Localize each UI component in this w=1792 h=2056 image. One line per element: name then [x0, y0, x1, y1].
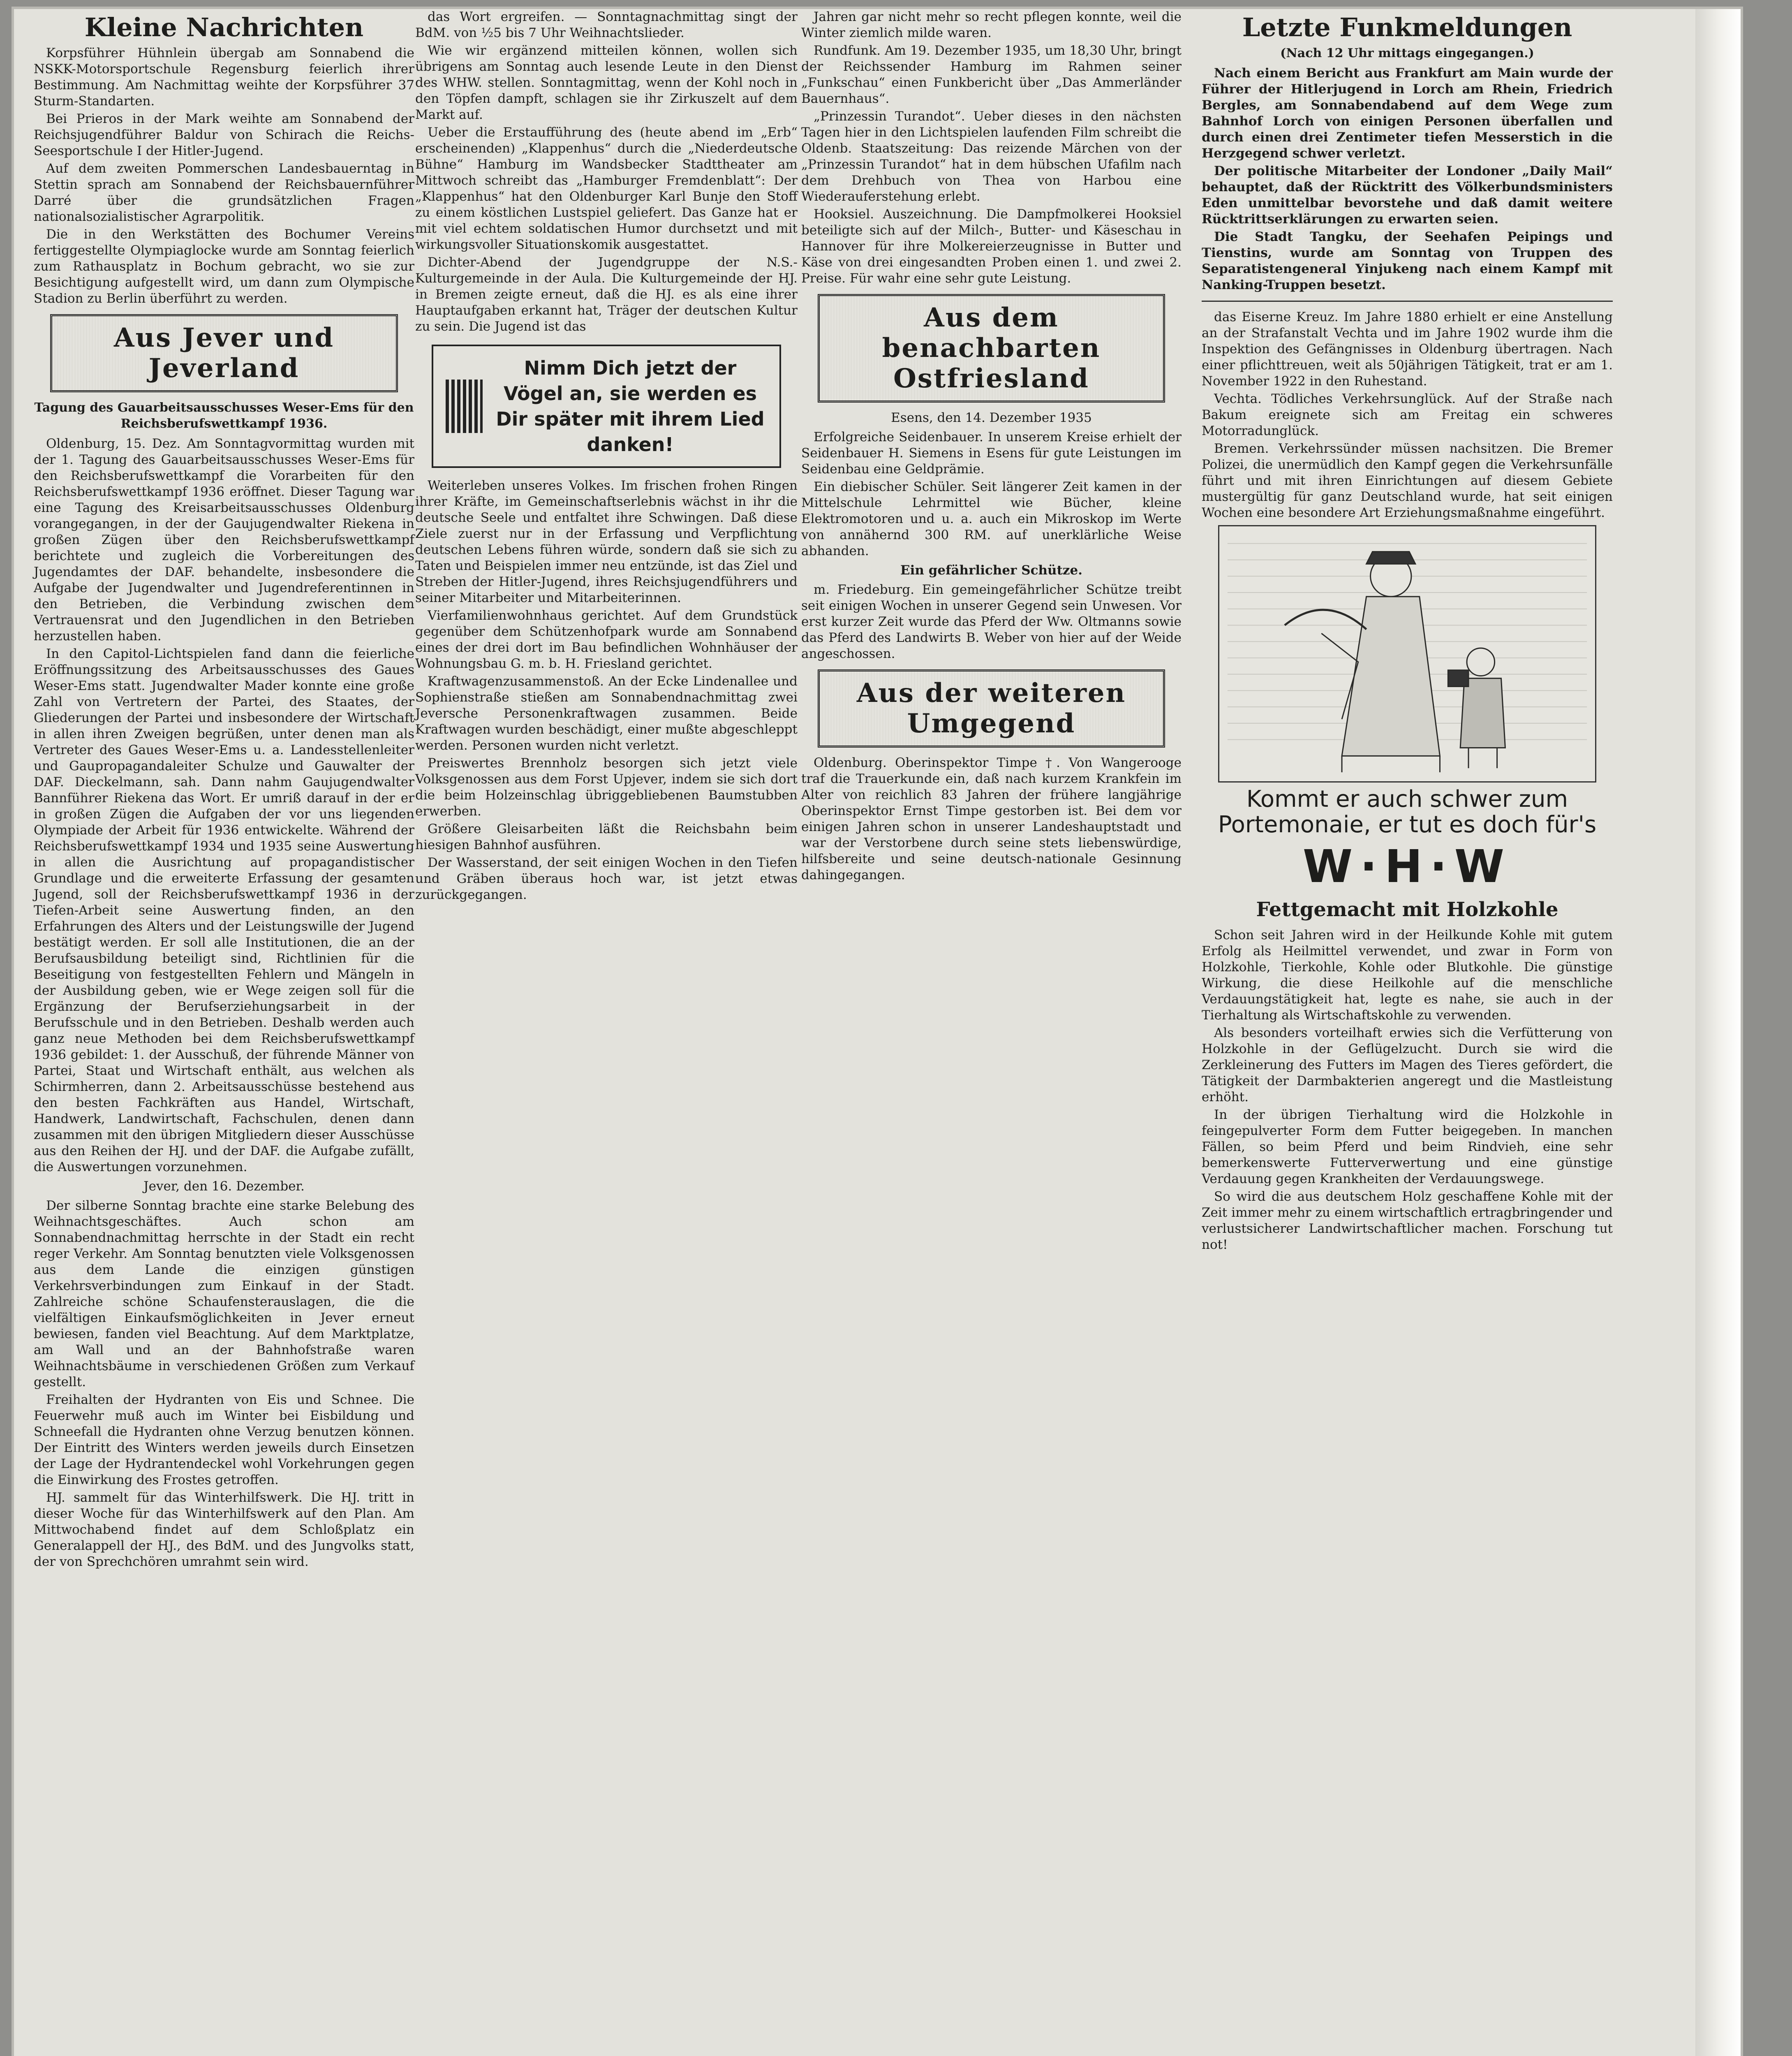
whw-illustration — [1218, 525, 1596, 783]
heading-note: (Nach 12 Uhr mittags eingegangen.) — [1280, 46, 1534, 60]
article-paragraph: m. Friedeburg. Ein gemeingefährlicher Schütze treibt seit einigen Wochen in unserer Gegend sein Unwesen. Vor erst kurzer Zeit wurde das Pferd der Ww. Oltmanns sowie das Pferd des Landwirts B. Weber von hier auf der Weide angeschossen. — [801, 582, 1182, 661]
column-2 — [415, 9, 798, 2056]
article-paragraph: Oldenburg, 15. Dez. Am Sonntagvormittag wurden mit der 1. Tagung des Gauarbeitsausschusses Weser-Ems für den Reichsberufswettkampf die Vorarbeiten für den Reichsberufswettkampf 1936 eröffnet. Dieser Tagung war eine Tagung des Kreisarbeitsausschusses Oldenburg vorangegangen, in der der Gaujugendwalter Riekena in großen Zügen über den Reichsberufswettkampf berichtete und zugleich die Vorbereitungen des Jugendamtes der DAF. behandelte, insbesondere die Aufgabe der Jugendwalter und Jugendreferentinnen in den Betrieben, die Verbindung zwischen dem Vertrauensrat und den Jugendlichen in den Betrieben herzustellen haben. — [34, 436, 414, 644]
article-paragraph: HJ. sammelt für das Winterhilfswerk. Die HJ. tritt in dieser Woche für das Winterhilfswerk auf den Plan. Am Mittwochabend findet auf dem Schloßplatz ein Generalappell der HJ., des BdM. und des Jungvolks statt, der von Sprechchören umrahmt sein wird. — [34, 1490, 414, 1569]
article-paragraph: Jahren gar nicht mehr so recht pflegen konnte, weil die Winter ziemlich milde waren. — [801, 9, 1182, 40]
whw-caption: Kommt er auch schwer zum Portemonaie, er tut es doch für's — [1218, 786, 1597, 838]
advertisement-text: Nimm Dich jetzt der Vögel an, sie werden es Dir später mit ihrem Lied danken! — [496, 357, 765, 456]
article-paragraph: Der politische Mitarbeiter der Londoner „Daily Mail“ behauptet, daß der Rücktritt des Völkerbundsministers Eden unmittelbar bevorstehe und daß damit weitere Rücktrittserklärungen zu erwarten seien. — [1202, 164, 1613, 227]
subheading-schuetze: Ein gefährlicher Schütze. — [900, 563, 1083, 578]
article-paragraph: Preiswertes Brennholz besorgen sich jetzt viele Volksgenossen aus dem Forst Upjever, indem sie sich dort die beim Holzeinschlag übriggebliebenen Baumstubben erwerben. — [415, 756, 798, 819]
article-paragraph: Kraftwagenzusammenstoß. An der Ecke Lindenallee und Sophienstraße stießen am Sonnabendnachmittag zwei Jeversche Personenkraftwagen zusammen. Beide Kraftwagen wurden beschädigt, einer mußte abgeschleppt werden. Personen wurden nicht verletzt. — [415, 674, 798, 753]
article-paragraph: Rundfunk. Am 19. Dezember 1935, um 18,30 Uhr, bringt der Reichssender Hamburg im Rahmen seiner „Funkschau“ einen Funkbericht über „Das Ammerländer Bauernhaus“. — [801, 43, 1182, 106]
article-paragraph: In der übrigen Tierhaltung wird die Holzkohle in feingepulverter Form dem Futter beigegeben. In manchen Fällen, so beim Pferd und beim Rindvieh, eine sehr bemerkenswerte Futterverwertung und eine günstige Verdauung gegen Krankheiten der Verdauungswege. — [1202, 1107, 1613, 1186]
article-paragraph: Oldenburg. Oberinspektor Timpe †. Von Wangerooge traf die Trauerkunde ein, daß nach kurzem Krankfein im Alter von reichlich 83 Jahren der frühere langjährige Oberinspektor Ernst Timpe gestorben ist. Bei dem vor einigen Jahren schon in unserer Landeshauptstadt und war der Verstorbene durch seine stets liebenswürdige, hilfsbereite und seine deutsch-nationale Gesinnung dahingegangen. — [801, 755, 1182, 882]
article-paragraph: Ein diebischer Schüler. Seit längerer Zeit kamen in der Mittelschule Lehrmittel wie Bücher, kleine Elektromotoren und u. a. auch ein Mikroskop im Werte von annähernd 300 RM. auf unerklärliche Weise abhanden. — [801, 479, 1182, 558]
article-paragraph: das Wort ergreifen. — Sonntagnachmittag singt der BdM. von ½5 bis 7 Uhr Weihnachtslieder. — [415, 9, 798, 40]
dateline-jever: Jever, den 16. Dezember. — [143, 1179, 305, 1194]
section-box-jever: Aus Jever und Jeverland — [50, 314, 398, 392]
article-paragraph: Ueber die Erstaufführung des (heute abend im „Erb“ erscheinenden) „Klappenhus“ durch die „Niederdeutsche Bühne“ Hamburg im Wandsbecker Stadttheater am Mittwoch schreibt das „Hamburger Fremdenblatt“: Der „Klappenhus“ hat den Oldenburger Karl Bunje den Stoff zu einem köstlichen Lustspiel geliefert. Das Ganze hat er mit viel echtem soldatischen Humor durchsetzt und mit wirkungsvoller Situationskomik ausgestattet. — [415, 125, 798, 252]
article-paragraph: Weiterleben unseres Volkes. Im frischen frohen Ringen ihrer Kräfte, im Gemeinschaftserlebnis wächst in ihr die deutsche Seele und entfaltet ihre Schwingen. Daß diese Ziele zuerst nur in der Erfassung und Verpflichtung deutschen Lebens führen würde, sondern daß sie sich zu Taten und Beispielen immer neu entzünde, ist das Ziel und Streben der Hitler-Jugend, ihres Reichsjugendführers und seiner Mitarbeiter und Mitarbeiterinnen. — [415, 478, 798, 605]
article-paragraph: Auf dem zweiten Pommerschen Landesbauerntag in Stettin sprach am Sonnabend der Reichsbauernführer Darré über die grundsätzlichen Fragen nationalsozialistischer Agrarpolitik. — [34, 161, 414, 224]
article-paragraph: Bei Prieros in der Mark weihte am Sonnabend der Reichsjugendführer Baldur von Schirach die Reichs-Seesportschule I der Hitler-Jugend. — [34, 111, 414, 158]
article-paragraph: Der Wasserstand, der seit einigen Wochen in den Tiefen und Gräben überaus hoch war, ist jetzt etwas zurückgegangen. — [415, 855, 798, 902]
dateline-esens: Esens, den 14. Dezember 1935 — [891, 410, 1092, 425]
column-4 — [1202, 9, 1613, 2056]
section-subtitle: Tagung des Gauarbeitsausschusses Weser-Ems für den Reichsberufswettkampf 1936. — [34, 401, 414, 431]
heading-kleine-nachrichten: Kleine Nachrichten — [84, 12, 364, 42]
article-paragraph: Erfolgreiche Seidenbauer. In unserem Kreise erhielt der Seidenbauer H. Siemens in Esens für gute Leistungen im Seidenbau eine Geldprämie. — [801, 430, 1182, 477]
column-1 — [34, 9, 414, 2056]
whw-letters: W·H·W — [1302, 840, 1512, 893]
barcode-ornament-icon — [446, 380, 483, 433]
article-paragraph: das Eiserne Kreuz. Im Jahre 1880 erhielt er eine Anstellung an der Strafanstalt Vechta und im Jahre 1902 wurde ihm die Inspektion des Gefängnisses in Oldenburg übertragen. Nach einer pflichttreuen, weit als 50jährigen Tätigkeit, trat er am 1. November 1922 in den Ruhestand. — [1202, 310, 1613, 389]
divider — [1202, 301, 1613, 302]
article-paragraph: Korpsführer Hühnlein übergab am Sonnabend die NSKK-Motorsportschule Regensburg feierlich ihrer Bestimmung. Am Nachmittag weihte der Korpsführer 37 Sturm-Standarten. — [34, 46, 414, 109]
heading-letzte-funkmeldungen: Letzte Funkmeldungen — [1242, 12, 1572, 42]
article-paragraph: Vechta. Tödliches Verkehrsunglück. Auf der Straße nach Bakum ereignete sich am Freitag ein schweres Motorradunglück. — [1202, 391, 1613, 438]
article-paragraph: Die in den Werkstätten des Bochumer Vereins fertiggestellte Olympiaglocke wurde am Sonntag feierlich zum Rathausplatz in Bochum gebracht, wo sie zur Besichtigung aufgestellt wird, um dann zum Olympische Stadion zu Berlin überführt zu werden. — [34, 227, 414, 306]
newspaper-page — [14, 9, 1741, 2056]
heading-holzkohle: Fettgemacht mit Holzkohle — [1256, 898, 1558, 921]
article-paragraph: Freihalten der Hydranten von Eis und Schnee. Die Feuerwehr muß auch im Winter bei Eisbildung und Schneefall die Hydranten ohne Verzug benutzen können. Der Eintritt des Winters werden jeweils durch Einsetzen der Lage der Hydrantendeckel wohl Vorkehrungen gegen die Einwirkung des Frostes getroffen. — [34, 1392, 414, 1487]
article-paragraph: Dichter-Abend der Jugendgruppe der N.S.-Kulturgemeinde in der Aula. Die Kulturgemeinde der HJ. in Bremen zeigte erneut, daß die HJ. es als eine ihrer Hauptaufgaben erkannt hat, Träger der deutschen Kultur zu sein. Die Jugend ist das — [415, 255, 798, 334]
article-paragraph: Die Stadt Tangku, der Seehafen Peipings und Tienstins, wurde am Sonntag von Truppen des Separatistengeneral Yinjukeng nach einem Kampf mit Nanking-Truppen besetzt. — [1202, 229, 1613, 292]
article-paragraph: Der silberne Sonntag brachte eine starke Belebung des Weihnachtsgeschäftes. Auch schon am Sonnabendnachmittag herrschte in der Stadt ein recht reger Verkehr. Am Sonntag benutzten viele Volksgenossen aus dem Lande die einzigen günstigen Verkehrsverbindungen zum Einkauf in der Stadt. Zahlreiche schöne Schaufensterauslagen, die die vielfältigen Einkaufsmöglichkeiten in Jever erneut bewiesen, fanden viel Beachtung. Auf dem Marktplatze, am Wall und an der Bahnhofstraße waren Weihnachtsbäume in verschiedenen Größen zum Verkauf gestellt. — [34, 1198, 414, 1389]
page-edge — [1695, 9, 1741, 2056]
article-paragraph: Wie wir ergänzend mitteilen können, wollen sich übrigens am Sonntag auch lesende Leute in den Dienst des WHW. stellen. Sonntagmittag, wenn der Kohl noch in den Töpfen dampft, schlagen sie ihr Zirkuszelt auf dem Markt auf. — [415, 43, 798, 122]
article-paragraph: Nach einem Bericht aus Frankfurt am Main wurde der Führer der Hitlerjugend in Lorch am Rhein, Friedrich Bergles, am Sonnabendabend auf dem Wege zum Bahnhof Lorch von einigen Personen überfallen und durch einen drei Zentimeter tiefen Messerstich in die Herzgegend schwer verletzt. — [1202, 66, 1613, 161]
article-paragraph: So wird die aus deutschem Holz geschaffene Kohle mit der Zeit immer mehr zu einem wirtschaftlich ertragbringender und verlustsicherer Landwirtschaftlicher machen. Forschung tut not! — [1202, 1189, 1613, 1252]
article-paragraph: Hooksiel. Auszeichnung. Die Dampfmolkerei Hooksiel beteiligte sich auf der Milch-, Butter- und Käseschau in Hannover für ihre Molkereierzeugnisse in Butter und Käse von drei eingesandten Proben einen 1. und zwei 2. Preise. Für wahr eine sehr gute Leistung. — [801, 207, 1182, 286]
advertisement-birds — [432, 345, 781, 468]
article-paragraph: Bremen. Verkehrssünder müssen nachsitzen. Die Bremer Polizei, die unermüdlich den Kampf gegen die Verkehrsunfälle führt und mit ihren Einrichtungen auf diesem Gebiete mustergültig für ganz Deutschland wurde, hat seit einigen Wochen eine besondere Art Erziehungsmaßnahme eingeführt. — [1202, 441, 1613, 520]
article-paragraph: Vierfamilienwohnhaus gerichtet. Auf dem Grundstück gegenüber dem Schützenhofpark wurde am Sonnabend eines der drei dort im Bau befindlichen Wohnhäuser der Wohnungsbau G. m. b. H. Friesland gerichtet. — [415, 608, 798, 671]
article-paragraph: Schon seit Jahren wird in der Heilkunde Kohle mit gutem Erfolg als Heilmittel verwendet, und zwar in Form von Holzkohle, Tierkohle, Kohle oder Blutkohle. Die günstige Wirkung, die diese Heilkohle auf die menschliche Verdauungstätigkeit hat, legte es nahe, sie auch in der Tierhaltung als Wirtschaftskohle zu verwenden. — [1202, 928, 1613, 1023]
article-paragraph: Größere Gleisarbeiten läßt die Reichsbahn beim hiesigen Bahnhof ausführen. — [415, 822, 798, 852]
article-paragraph: In den Capitol-Lichtspielen fand dann die feierliche Eröffnungssitzung des Arbeitsausschusses des Gaues Weser-Ems statt. Jugendwalter Mader konnte eine große Zahl von Vertretern der Partei, des Staates, der Gliederungen der Partei und insbesondere der Wirtschaft in allen ihren Zweigen begrüßen, unter denen man als Vertreter des Gaues Weser-Ems u. a. Landesstellenleiter und Gaupropagandaleiter Schulze und Gauwalter der DAF. Dieckelmann, sah. Dann nahm Gaujugendwalter Bannführer Riekena das Wort. Er umriß darauf in der er in großen Zügen die Aufgaben der vor uns liegenden Olympiade der Arbeit für 1936 entwickelte. Während der Reichsberufswettkampf 1934 und 1935 seine Auswertung in allen die Ausrichtung auf propagandistischer Grundlage und die erweiterte Erfassung der gesamten Jugend, soll der Reichsberufswettkampf 1936 in der Tiefen-Arbeit seine Auswertung finden, an den Erfahrungen des Alters und der Leistungswille der Jugend bestätigt werden. Er soll alle Institutionen, die an der Berufsausbildung beteiligt sind, Richtlinien für die Beseitigung von festgestellten Fehlern und Mängeln in der Ausbildung geben, wie er Wege zeigen soll für die Ergänzung der Berufserziehungsarbeit in der Berufsschule und in den Betrieben. Deshalb werden auch ganz neue Methoden bei dem Reichsberufswettkampf 1936 gebildet: 1. der Ausschuß, der führende Männer von Partei, Staat und Wirtschaft enthält, aus welchen als Schirmherren, dann 2. Arbeitsausschüsse bestehend aus den besten Fachkräften aus Handel, Wirtschaft, Handwerk, Landwirtschaft, Fachschulen, denen dann zusammen mit den übrigen Mitgliedern dieser Ausschüsse aus den Reihen der HJ. und der DAF. die Aufgabe zufällt, die Auswertungen vorzunehmen. — [34, 646, 414, 1174]
article-paragraph: „Prinzessin Turandot“. Ueber dieses in den nächsten Tagen hier in den Lichtspielen laufenden Film schreibt die Oldenb. Staatszeitung: Das reizende Märchen von der „Prinzessin Turandot“ hat in dem hübschen Ufafilm nach dem Drehbuch von Thea von Harbou eine Wiederauferstehung erlebt. — [801, 109, 1182, 204]
section-box-ostfriesland: Aus dem benachbarten Ostfriesland — [818, 294, 1165, 403]
column-3 — [801, 9, 1182, 2056]
section-box-umgegend: Aus der weiteren Umgegend — [818, 669, 1165, 748]
article-paragraph: Als besonders vorteilhaft erwies sich die Verfütterung von Holzkohle in der Geflügelzucht. Durch sie wird die Zerkleinerung des Futters im Magen des Tieres gefördert, die Tätigkeit der Darmbakterien angeregt und die Mastleistung erhöht. — [1202, 1026, 1613, 1104]
man-and-child-illustration-icon — [1219, 526, 1595, 781]
